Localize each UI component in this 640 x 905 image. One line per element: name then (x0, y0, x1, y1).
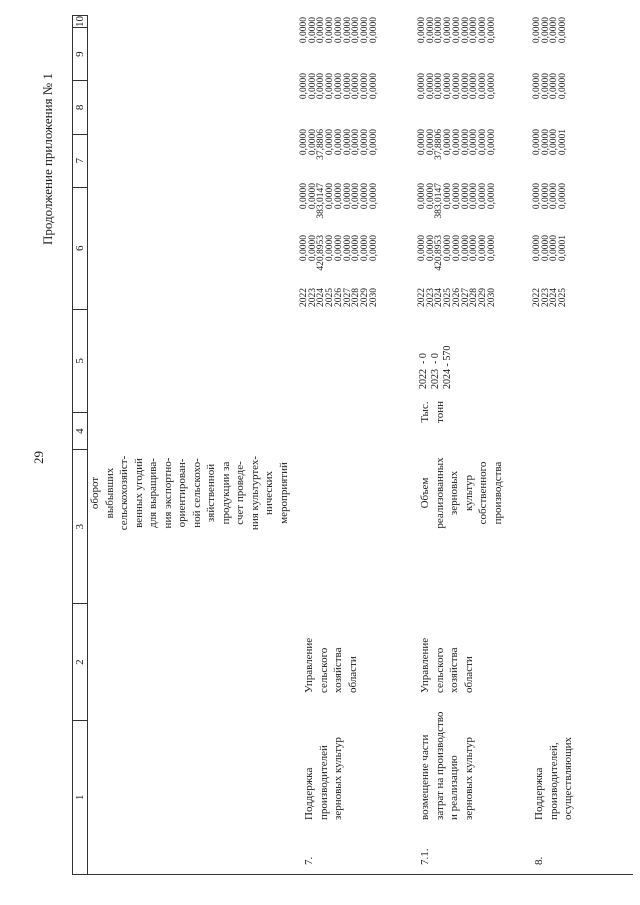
column-header-row (72, 15, 88, 875)
col-header-2: 2 (73, 604, 88, 720)
row-7-1-col8: 0,0000 0,0000 37,8806 0,0000 0,0000 0,0000 0,0000 0,0000 0,0000 (417, 129, 497, 160)
page-number: 29 (31, 451, 46, 464)
row-7-1-col6: 0,0000 0,0000 420,8953 0,0000 0,0000 0,0000 0,0000 0,0000 0,0000 (417, 235, 497, 271)
row-7-1-col10: 0,0000 0,0000 0,0000 0,0000 0,0000 0,0000 0,0000 0,0000 0,0000 (417, 17, 497, 44)
row-8-col7: 0,0000 0,0000 0,0000 0,0000 (532, 183, 569, 210)
row-7-1-executor: Управление сельского хозяйства области (419, 637, 475, 693)
row-7-1-years: 2022 2023 2024 2025 2026 2027 2028 2029 2030 (417, 288, 497, 307)
row-7-1-col9: 0,0000 0,0000 0,0000 0,0000 0,0000 0,0000 0,0000 0,0000 0,0000 (417, 73, 497, 100)
continuation-indicator-text: оборот выбывших сельскохозяйст- венных угодий для выращива- ния экспортно- ориентирован- ной сельскохо- зяйственной продукции за счет проведе- ния культуртех- нических мероприятий (89, 455, 290, 531)
col-header-4: 4 (73, 413, 88, 450)
row-7-col10: 0,0000 0,0000 0,0000 0,0000 0,0000 0,0000 0,0000 0,0000 0,0000 (299, 17, 379, 44)
col-header-3: 3 (73, 450, 88, 604)
row-7-1-indicator: Объем реализованных зерновых культур собственного производства (419, 457, 504, 529)
row-7-col7: 0,0000 0,0000 383,0147 0,0000 0,0000 0,0000 0,0000 0,0000 0,0000 (299, 183, 379, 219)
row-7-1-targets: 2022 - 0 2023 - 0 2024 - 570 (418, 345, 453, 389)
row-7-number: 7. (303, 856, 315, 865)
row-8-number: 8. (533, 856, 545, 865)
row-8-name: Поддержка производителей, осуществляющих (533, 737, 574, 820)
row-7-1-col7: 0,0000 0,0000 383,0147 0,0000 0,0000 0,0000 0,0000 0,0000 0,0000 (417, 183, 497, 219)
col-header-6: 6 (73, 187, 88, 309)
table-left-border (88, 874, 633, 875)
row-7-name: Поддержка производителей зерновых культур (303, 737, 344, 820)
row-7-1-unit: Тыс. тонн (419, 401, 446, 423)
col-header-8: 8 (73, 81, 88, 134)
row-8-col8: 0,0000 0,0000 0,0000 0,0001 (532, 129, 569, 156)
row-8-col6: 0,0000 0,0000 0,0000 0,0001 (532, 235, 569, 262)
row-8-years: 2022 2023 2024 2025 (532, 288, 569, 307)
row-7-1-name: возмещение части затрат на производство и реализацию зерновых культур (419, 711, 475, 820)
row-7-col6: 0,0000 0,0000 420,8953 0,0000 0,0000 0,0000 0,0000 0,0000 0,0000 (299, 235, 379, 271)
col-header-9: 9 (73, 28, 88, 81)
row-8-col10: 0,0000 0,0000 0,0000 0,0000 (532, 17, 569, 44)
col-header-10: 10 (74, 16, 86, 27)
row-7-1-number: 7.1. (419, 848, 431, 865)
col-header-7: 7 (73, 134, 88, 187)
row-7-executor: Управление сельского хозяйства области (303, 637, 359, 693)
col-header-5: 5 (73, 309, 88, 412)
page-subtitle: Продолжение приложения № 1 (40, 73, 55, 245)
row-8-col9: 0,0000 0,0000 0,0000 0,0000 (532, 73, 569, 100)
row-7-years: 2022 2023 2024 2025 2026 2027 2028 2029 2030 (299, 288, 379, 307)
col-header-1: 1 (73, 720, 88, 874)
row-7-col9: 0,0000 0,0000 0,0000 0,0000 0,0000 0,0000 0,0000 0,0000 0,0000 (299, 73, 379, 100)
row-7-col8: 0,0000 0,0000 37,8806 0,0000 0,0000 0,0000 0,0000 0,0000 0,0000 (299, 129, 379, 160)
